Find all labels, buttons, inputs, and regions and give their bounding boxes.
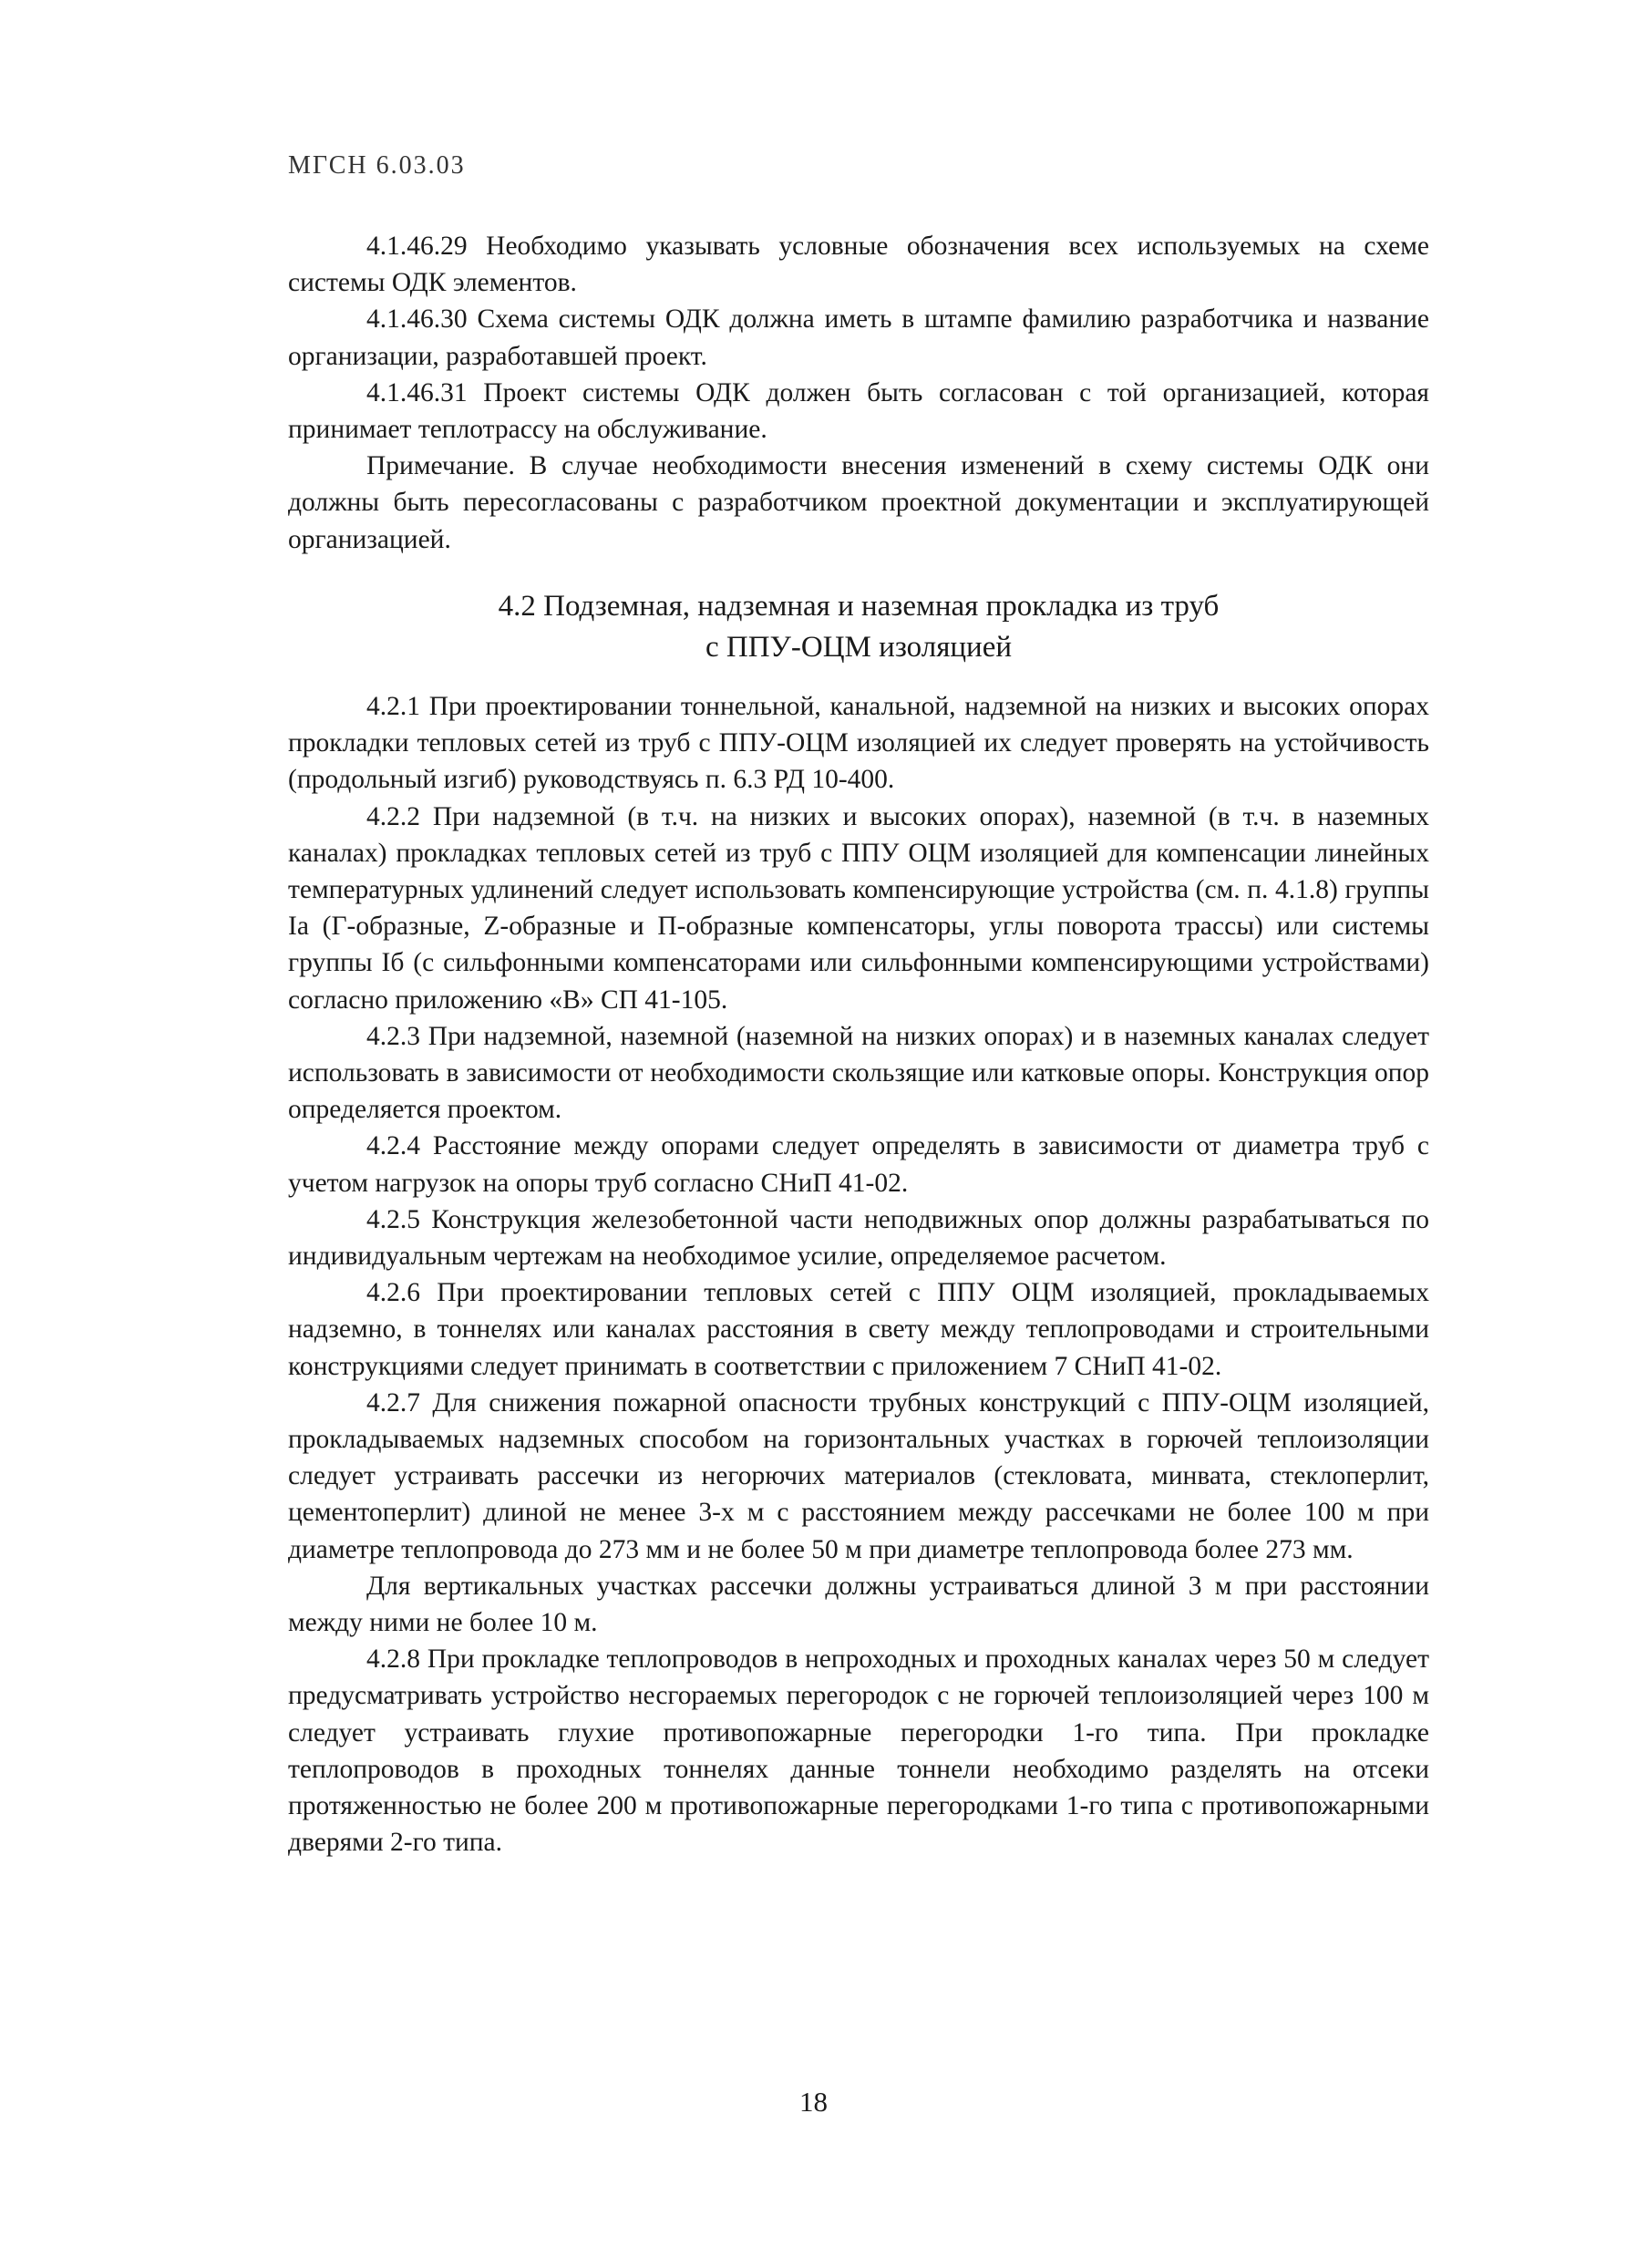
paragraph-4-2-6: 4.2.6 При проектировании тепловых сетей с ППУ ОЦМ изоляцией, прокладываемых надземно, в тоннелях или каналах расстояния в свету между теплопроводами и строительными конструкциями следует принимать в соответствии с приложением 7 СНиП 41-02. [288,1278,1429,1381]
paragraph-4-2-5: 4.2.5 Конструкция железобетонной части неподвижных опор должны разрабатываться по индивидуальным чертежам на необходимое усилие, определяемое расчетом. [288,1204,1429,1272]
document-code: МГСН 6.03.03 [288,151,466,180]
paragraph-4-2-7: 4.2.7 Для снижения пожарной опасности трубных конструкций с ППУ-ОЦМ изоляцией, прокладываемых надземных способом на горизонтальных участках в горючей теплоизоляции следует устраивать рассечки из негорючих материалов (стекловата, минвата, стеклоперлит, цементоперлит) длиной не менее 3-х м с расстоянием между рассечками не более 100 м при диаметре теплопровода до 273 мм и не более 50 м при диаметре теплопровода более 273 мм. [288,1387,1429,1564]
section-heading-line2: с ППУ-ОЦМ изоляцией [705,631,1012,664]
note-paragraph: Примечание. В случае необходимости внесения изменений в схему системы ОДК они должны быть пересогласованы с разработчиком проектной документации и эксплуатирующей организацией. [288,451,1429,554]
paragraph-4-2-3: 4.2.3 При надземной, наземной (наземной на низких опорах) и в наземных каналах следует использовать в зависимости от необходимости скользящие или катковые опоры. Конструкция опор определяется проектом. [288,1021,1429,1125]
paragraph-4-1-46-29: 4.1.46.29 Необходимо указывать условные обозначения всех используемых на схеме системы ОДК элементов. [288,232,1429,298]
paragraph-4-1-46-31: 4.1.46.31 Проект системы ОДК должен быть согласован с той организацией, которая принимает теплотрассу на обслуживание. [288,377,1429,445]
paragraph-vertical-sections: Для вертикальных участках рассечки должны устраиваться длиной 3 м при расстоянии между ними не более 10 м. [288,1571,1429,1638]
top-paragraphs [288,228,1429,558]
paragraph-4-2-1: 4.2.1 При проектировании тоннельной, канальной, надземной на низких и высоких опорах прокладки тепловых сетей из труб с ППУ-ОЦМ изоляцией их следует проверять на устойчивость (продольный изгиб) руководствуясь п. 6.3 РД 10-400. [288,692,1429,795]
section-heading [288,586,1429,668]
page-number: 18 [799,2086,828,2118]
paragraph-4-2-2: 4.2.2 При надземной (в т.ч. на низких и высоких опорах), наземной (в т.ч. в наземных каналах) прокладках тепловых сетей из труб с ППУ ОЦМ изоляцией для компенсации линейных температурных удлинений следует использовать компенсирующие устройства (см. п. 4.1.8) группы Iа (Г-образные, Z-образные и П-образные компенсаторы, углы поворота трассы) или системы группы Iб (с сильфонными компенсаторами или сильфонными компенсирующими устройствами) согласно приложению «В» СП 41-105. [288,801,1429,1015]
main-paragraphs [288,688,1429,1861]
section-heading-line1: 4.2 Подземная, надземная и наземная прокладка из труб [498,590,1220,623]
paragraph-4-1-46-30: 4.1.46.30 Схема системы ОДК должна иметь в штампе фамилию разработчика и название организации, разработавшей проект. [288,304,1429,371]
paragraph-4-2-8: 4.2.8 При прокладке теплопроводов в непроходных и проходных каналах через 50 м следует предусматривать устройство несгораемых перегородок с не горючей теплоизоляцией через 100 м следует устраивать глухие противопожарные перегородки 1-го типа. При прокладке теплопроводов в проходных тоннелях данные тоннели необходимо разделять на отсеки протяженностью не более 200 м противопожарные перегородками 1-го типа с противопожарными дверями 2-го типа. [288,1644,1429,1858]
paragraph-4-2-4: 4.2.4 Расстояние между опорами следует определять в зависимости от диаметра труб с учетом нагрузок на опоры труб согласно СНиП 41-02. [288,1131,1429,1198]
